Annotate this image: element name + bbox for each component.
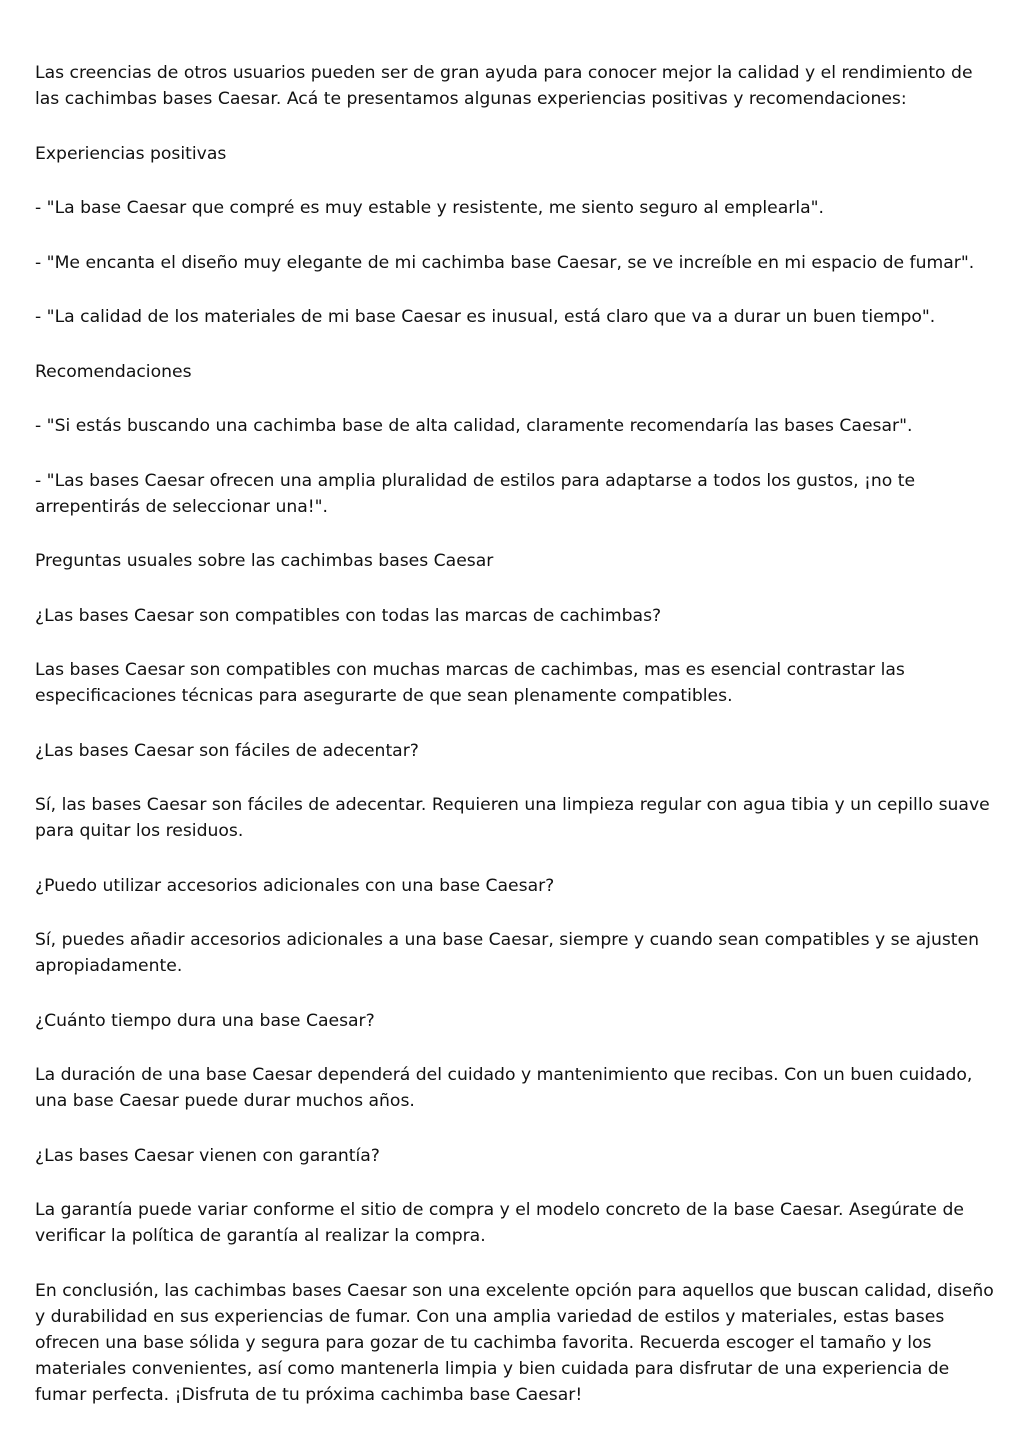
conclusion-paragraph: En conclusión, las cachimbas bases Caesar son una excelente opción para aquellos que buscan calidad, diseño y durabilidad en sus experiencias de fumar. Con una amplia variedad de estilos y materiales, estas bases ofrecen una base sólida y segura para gozar de tu cachimba favorita. Recuerda escoger el tamaño y los materiales convenientes, así como mantenerla limpia y bien cuidada para disfrutar de una experiencia de fumar perfecta. ¡Disfruta de tu próxima cachimba base Caesar! [35,1280,994,1405]
faq-answer: La garantía puede variar conforme el sitio de compra y el modelo concreto de la base Caesar. Asegúrate de verificar la política de garantía al realizar la compra. [35,1200,964,1246]
faq-question: ¿Cuánto tiempo dura una base Caesar? [35,1010,375,1031]
faq-heading: Preguntas usuales sobre las cachimbas bases Caesar [35,551,494,571]
intro-paragraph: Las creencias de otros usuarios pueden ser de gran ayuda para conocer mejor la calidad y el rendimiento de las cachimbas bases Caesar. Acá te presentamos algunas experiencias positivas y recomendaciones: [35,63,973,109]
positive-experiences-heading: Experiencias positivas [35,143,227,164]
testimonial-item: - "La base Caesar que compré es muy estable y resistente, me siento seguro al emplearla". [35,198,825,218]
faq-answer: Sí, puedes añadir accesorios adicionales a una base Caesar, siempre y cuando sean compatibles y se ajusten apropiadamente. [35,930,979,976]
recommendations-heading: Recomendaciones [35,361,192,382]
testimonial-item: - "La calidad de los materiales de mi base Caesar es inusual, está claro que va a durar un buen tiempo". [35,307,936,327]
faq-question: ¿Las bases Caesar son fáciles de adecentar? [35,740,419,761]
recommendation-item: - "Las bases Caesar ofrecen una amplia pluralidad de estilos para adaptarse a todos los gustos, ¡no te arrepentirás de seleccionar una!". [35,470,916,517]
faq-question: ¿Las bases Caesar vienen con garantía? [35,1145,380,1166]
faq-question: ¿Puedo utilizar accesorios adicionales con una base Caesar? [35,875,555,896]
faq-answer: Las bases Caesar son compatibles con muchas marcas de cachimbas, mas es esencial contrastar las especificaciones técnicas para asegurarte de que sean plenamente compatibles. [35,660,905,706]
faq-answer: Sí, las bases Caesar son fáciles de adecentar. Requieren una limpieza regular con agua tibia y un cepillo suave para quitar los residuos. [35,795,990,841]
recommendation-item: - "Si estás buscando una cachimba base de alta calidad, claramente recomendaría las bases Caesar". [35,416,913,436]
faq-question: ¿Las bases Caesar son compatibles con todas las marcas de cachimbas? [35,605,662,626]
testimonial-item: - "Me encanta el diseño muy elegante de mi cachimba base Caesar, se ve increíble en mi espacio de fumar". [35,252,975,273]
document-body [35,60,995,1436]
faq-answer: La duración de una base Caesar dependerá del cuidado y mantenimiento que recibas. Con un buen cuidado, una base Caesar puede durar muchos años. [35,1065,973,1111]
